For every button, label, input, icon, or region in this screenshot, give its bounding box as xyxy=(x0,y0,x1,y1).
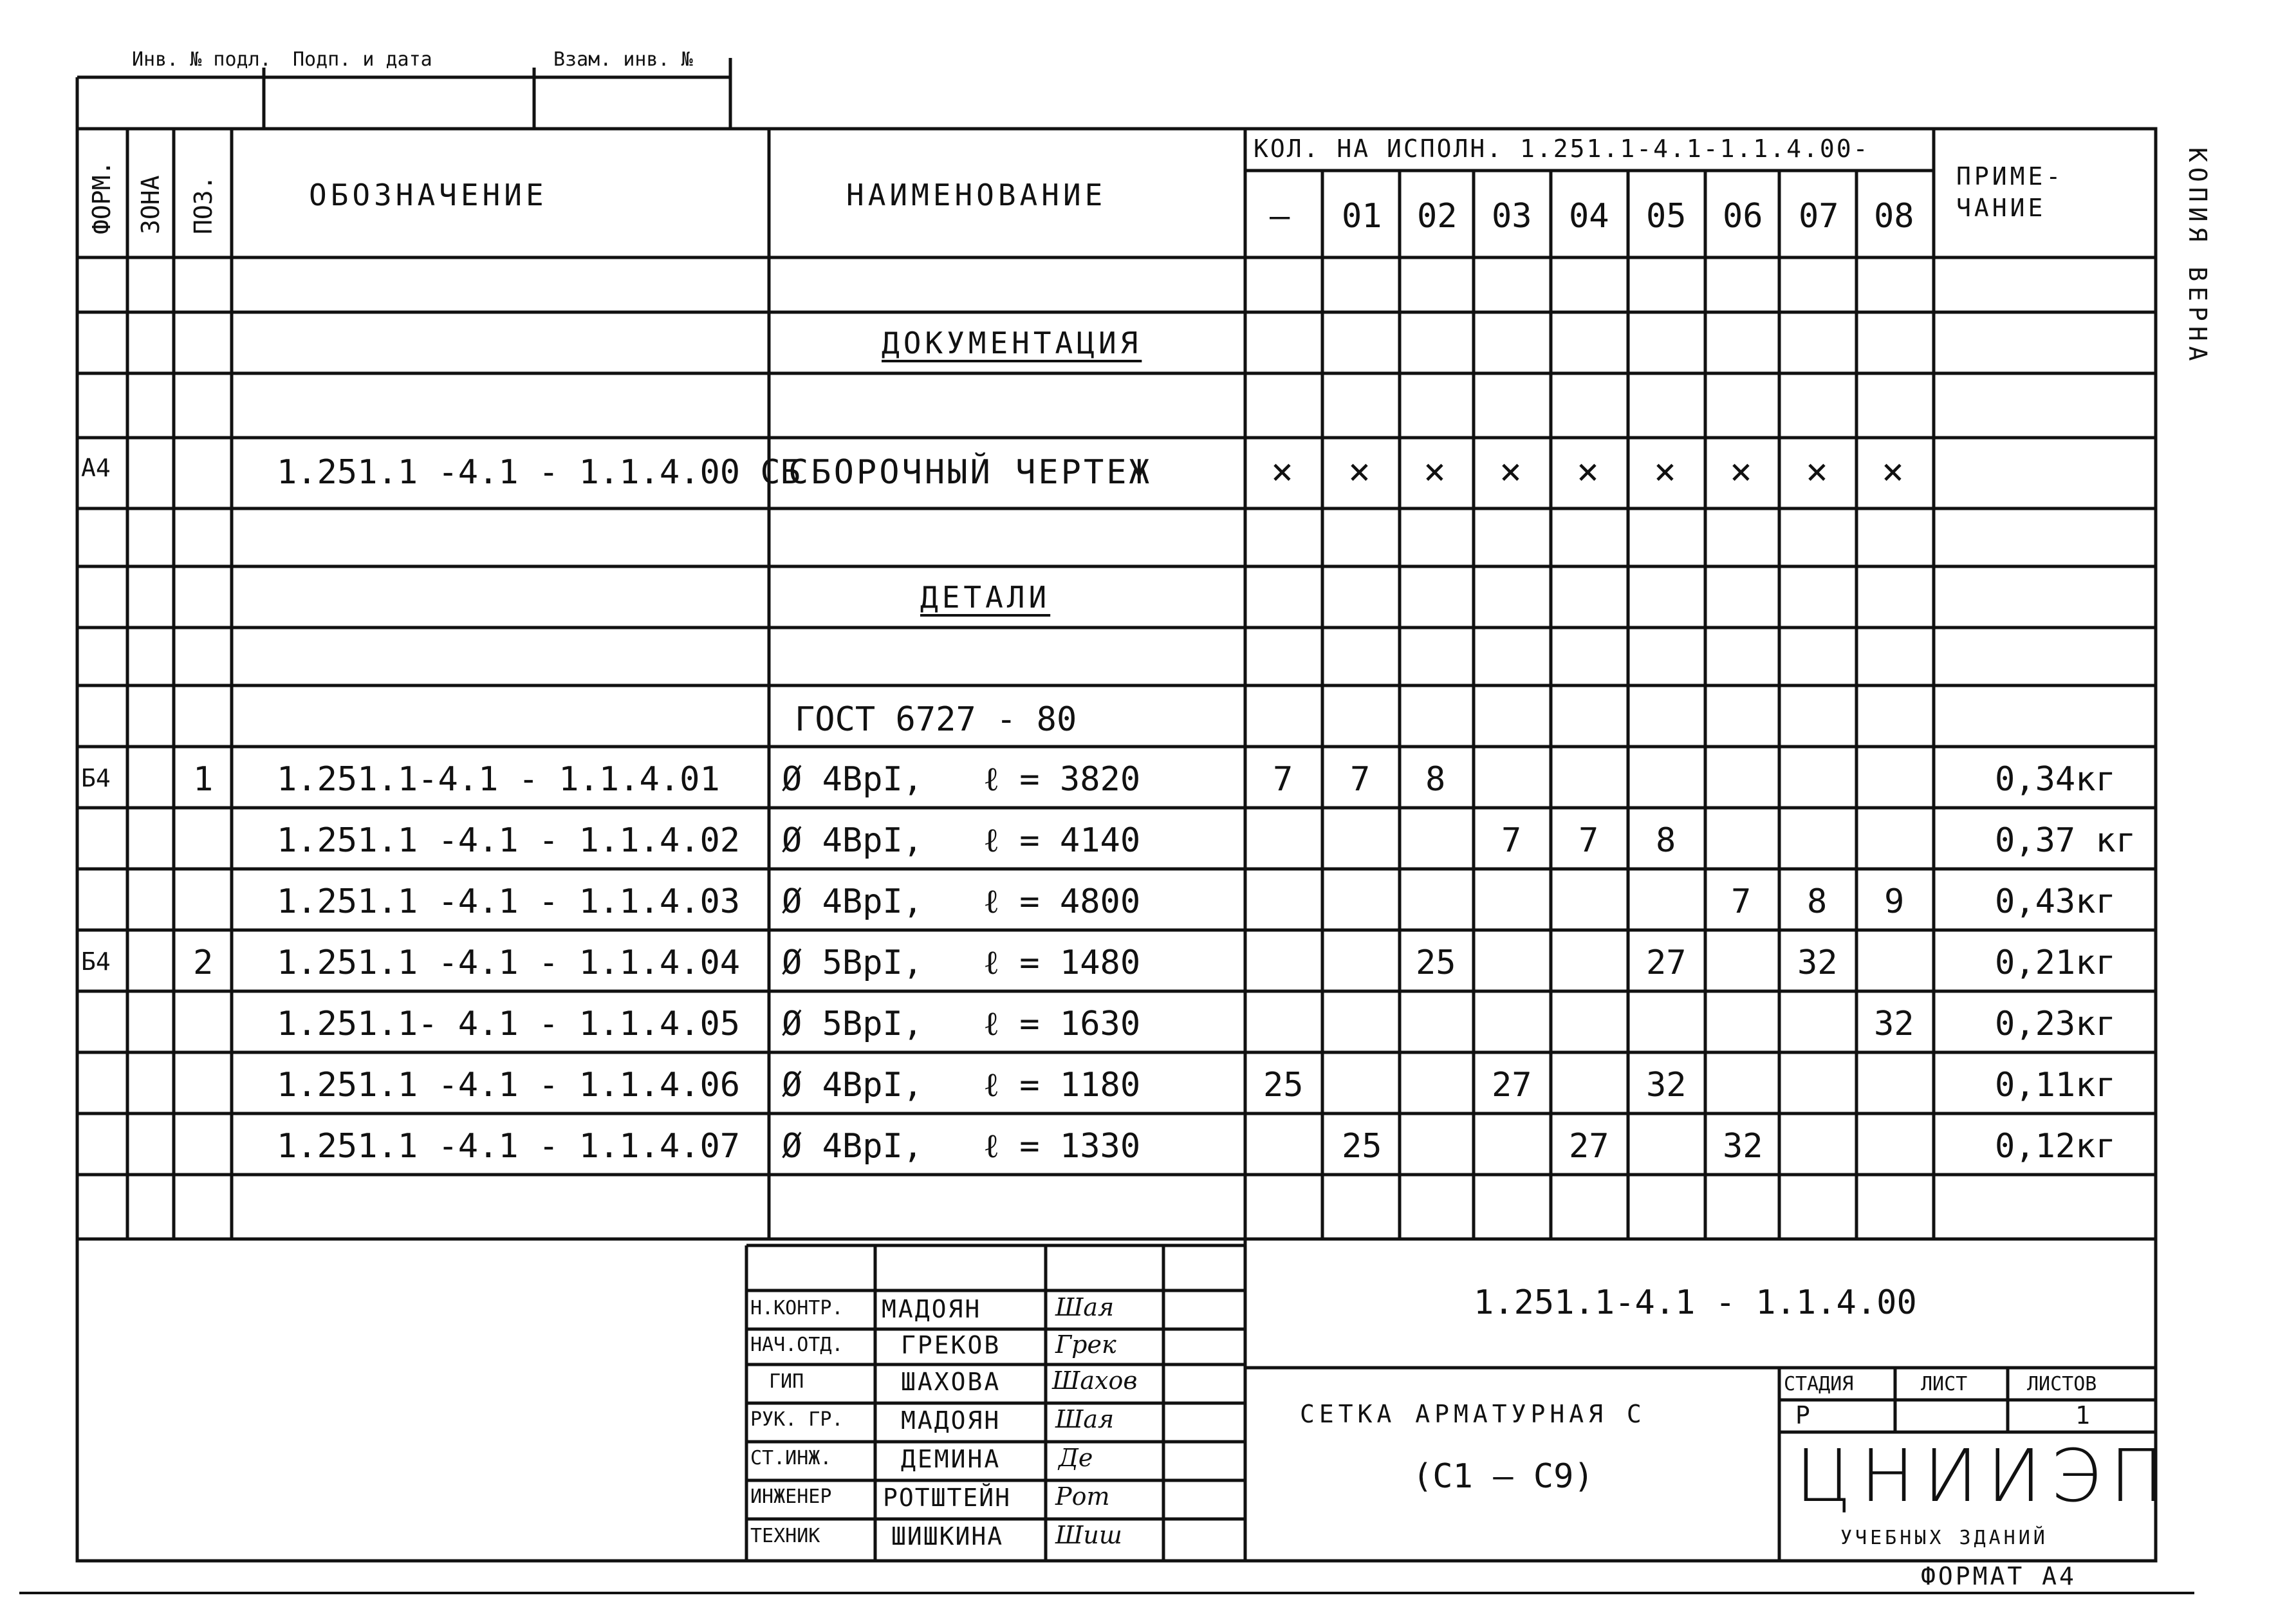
part-designation: 1.251.1-4.1 - 1.1.4.01 xyxy=(277,760,720,799)
variant-col-02: 02 xyxy=(1417,197,1458,236)
part-designation: 1.251.1 -4.1 - 1.1.4.02 xyxy=(277,821,741,860)
part-name: Ø 5ВрI, ℓ = 1630 xyxy=(782,1005,1141,1043)
signer-role: ТЕХНИК xyxy=(750,1525,820,1547)
part-pos: 1 xyxy=(193,760,214,799)
variant-col-01: 01 xyxy=(1342,197,1382,236)
part-note: 0,12кг xyxy=(1995,1127,2116,1166)
part-qty: 8 xyxy=(1656,821,1676,860)
org-subtitle: УЧЕБНЫХ ЗДАНИЙ xyxy=(1840,1527,2048,1549)
part-qty: 7 xyxy=(1273,760,1293,799)
variant-col-07: 07 xyxy=(1799,197,1839,236)
header-designation: ОБОЗНАЧЕНИЕ xyxy=(309,178,548,212)
part-name: Ø 4ВрI, ℓ = 4800 xyxy=(782,882,1141,921)
doc-title-line1: СЕТКА АРМАТУРНАЯ С xyxy=(1300,1400,1646,1428)
part-note: 0,34кг xyxy=(1995,760,2116,799)
assembly-mark: × xyxy=(1348,449,1371,493)
assembly-mark: × xyxy=(1654,449,1676,493)
signer-role: ИНЖЕНЕР xyxy=(750,1486,832,1508)
part-name: Ø 5ВрI, ℓ = 1480 xyxy=(782,944,1141,982)
signer-role: Н.КОНТР. xyxy=(750,1297,844,1319)
part-qty: 32 xyxy=(1874,1005,1914,1043)
assembly-mark: × xyxy=(1577,449,1599,493)
part-note: 0,11кг xyxy=(1995,1066,2116,1104)
part-qty: 25 xyxy=(1416,944,1456,982)
part-designation: 1.251.1 -4.1 - 1.1.4.03 xyxy=(277,882,741,921)
signer-role: СТ.ИНЖ. xyxy=(750,1447,832,1469)
header-zone-col: ЗОНА xyxy=(136,175,165,234)
signer-role: НАЧ.ОТД. xyxy=(750,1334,844,1356)
part-name: Ø 4ВрI, ℓ = 4140 xyxy=(782,821,1141,860)
signer-signature: Де xyxy=(1059,1444,1093,1472)
signer-name: ГРЕКОВ xyxy=(901,1331,1001,1359)
part-qty: 32 xyxy=(1646,1066,1687,1104)
assembly-mark: × xyxy=(1271,449,1293,493)
part-qty: 27 xyxy=(1492,1066,1532,1104)
part-designation: 1.251.1 -4.1 - 1.1.4.07 xyxy=(277,1127,741,1166)
section-gost: ГОСТ 6727 - 80 xyxy=(795,700,1077,739)
signer-name: ШАХОВА xyxy=(901,1368,1001,1396)
stamp-replace-inv-label: Взам. инв. № xyxy=(553,48,693,71)
assembly-name: СБОРОЧНЫЙ ЧЕРТЕЖ xyxy=(788,453,1152,492)
part-note: 0,43кг xyxy=(1995,882,2116,921)
assembly-mark: × xyxy=(1499,449,1522,493)
part-name: Ø 4ВрI, ℓ = 3820 xyxy=(782,760,1141,799)
stamp-sign-date-label: Подп. и дата xyxy=(293,48,432,71)
signer-signature: Шая xyxy=(1055,1293,1115,1321)
variant-col-04: 04 xyxy=(1569,197,1609,236)
variant-col-06: 06 xyxy=(1723,197,1763,236)
part-qty: 27 xyxy=(1646,944,1687,982)
signer-signature: Шахов xyxy=(1052,1366,1138,1395)
doc-number: 1.251.1-4.1 - 1.1.4.00 xyxy=(1474,1283,1917,1322)
part-qty: 7 xyxy=(1731,882,1752,921)
variant-col-08: 08 xyxy=(1874,197,1914,236)
part-note: 0,23кг xyxy=(1995,1005,2116,1043)
sheet-label: ЛИСТ xyxy=(1921,1373,1968,1395)
part-format: Б4 xyxy=(81,764,111,792)
part-qty: 7 xyxy=(1501,821,1522,860)
header-note: ПРИМЕ- ЧАНИЕ xyxy=(1956,162,2064,223)
header-format-col: ФОРМ. xyxy=(88,160,116,234)
header-pos-col: ПОЗ. xyxy=(189,175,218,234)
signer-signature: Шиш xyxy=(1055,1521,1122,1549)
variant-col-05: 05 xyxy=(1646,197,1687,236)
signer-signature: Шая xyxy=(1055,1405,1115,1433)
variant-col-0: — xyxy=(1270,197,1290,236)
sheets-label: ЛИСТОВ xyxy=(2027,1373,2097,1395)
signer-name: МАДОЯН xyxy=(901,1406,1001,1435)
assembly-designation: 1.251.1 -4.1 - 1.1.4.00 СБ xyxy=(277,453,801,492)
part-qty: 9 xyxy=(1884,882,1905,921)
part-note: 0,37 кг xyxy=(1995,821,2136,860)
signer-signature: Рот xyxy=(1055,1482,1110,1511)
assembly-mark: × xyxy=(1730,449,1752,493)
assembly-mark: × xyxy=(1423,449,1446,493)
part-designation: 1.251.1 -4.1 - 1.1.4.04 xyxy=(277,944,741,982)
signer-role: РУК. ГР. xyxy=(750,1408,844,1431)
doc-title-line2: (С1 – С9) xyxy=(1412,1457,1594,1496)
sheets-value: 1 xyxy=(2075,1401,2090,1430)
part-qty: 25 xyxy=(1263,1066,1304,1104)
part-pos: 2 xyxy=(193,944,214,982)
signer-role: ГИП xyxy=(769,1370,804,1393)
part-qty: 7 xyxy=(1578,821,1599,860)
signer-name: ШИШКИНА xyxy=(891,1522,1004,1551)
section-documentation: ДОКУМЕНТАЦИЯ xyxy=(882,326,1142,360)
stamp-inv-label: Инв. № подл. xyxy=(132,48,272,71)
part-qty: 32 xyxy=(1797,944,1838,982)
assembly-mark: × xyxy=(1882,449,1904,493)
part-format: Б4 xyxy=(81,947,111,976)
section-parts: ДЕТАЛИ xyxy=(920,580,1051,615)
org-name: ЦНИИЭП xyxy=(1795,1435,2173,1518)
format-label: ФОРМАТ А4 xyxy=(1921,1562,2077,1590)
signer-name: МАДОЯН xyxy=(882,1295,982,1323)
part-name: Ø 4ВрI, ℓ = 1180 xyxy=(782,1066,1141,1104)
part-qty: 8 xyxy=(1807,882,1828,921)
part-note: 0,21кг xyxy=(1995,944,2116,982)
variant-col-03: 03 xyxy=(1492,197,1532,236)
part-name: Ø 4ВрI, ℓ = 1330 xyxy=(782,1127,1141,1166)
signer-name: РОТШТЕЙН xyxy=(883,1484,1012,1512)
part-qty: 7 xyxy=(1350,760,1371,799)
header-name: НАИМЕНОВАНИЕ xyxy=(846,178,1107,212)
assembly-format: А4 xyxy=(81,454,111,482)
stage-value: Р xyxy=(1795,1401,1810,1430)
assembly-mark: × xyxy=(1806,449,1828,493)
header-qty-title: КОЛ. НА ИСПОЛН. 1.251.1-4.1-1.1.4.00- xyxy=(1254,135,1870,163)
stage-label: СТАДИЯ xyxy=(1784,1373,1854,1395)
part-qty: 25 xyxy=(1342,1127,1382,1166)
signer-name: ДЕМИНА xyxy=(901,1445,1001,1473)
signer-signature: Грек xyxy=(1055,1330,1116,1359)
side-copy-certified: КОПИЯ ВЕРНА xyxy=(2183,147,2212,366)
part-designation: 1.251.1- 4.1 - 1.1.4.05 xyxy=(277,1005,741,1043)
part-qty: 27 xyxy=(1569,1127,1609,1166)
part-qty: 8 xyxy=(1425,760,1446,799)
part-qty: 32 xyxy=(1723,1127,1763,1166)
part-designation: 1.251.1 -4.1 - 1.1.4.06 xyxy=(277,1066,741,1104)
